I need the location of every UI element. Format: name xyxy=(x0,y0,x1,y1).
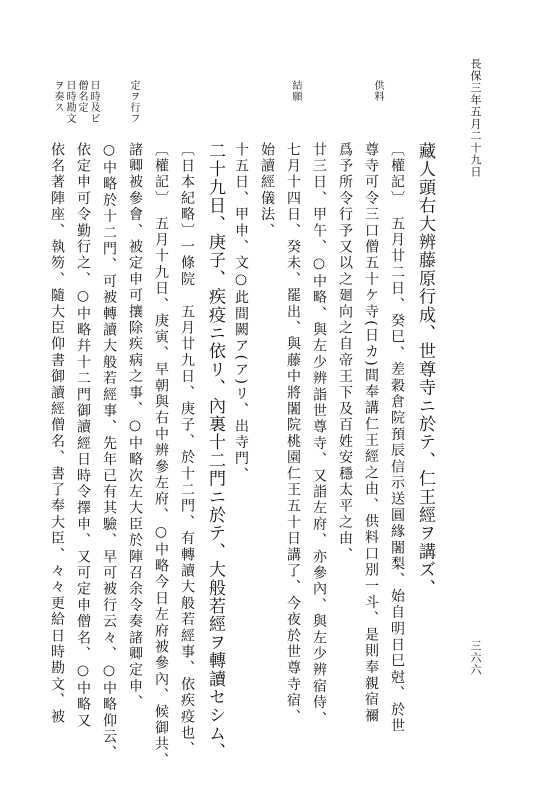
margin-gloss: 日時勘文 xyxy=(64,80,75,124)
text-line: 始讀經儀法、 xyxy=(259,142,275,240)
running-head: 長保三年五月二十九日 xyxy=(469,58,482,178)
text-line: ○中略於十二門、可被轉讀大般若經事、先年已有其驗、早可被行云々、○中略仰云、 xyxy=(101,142,117,762)
text-line: 〔日本紀略〕一條院 五月廿九日、庚子、於十二門、有轉讀大般若經事、依疾疫也、 xyxy=(179,142,195,758)
page-number: 三六六 xyxy=(469,640,482,676)
text-line: 〔權記〕 五月十九日、庚寅、早朝與右中辨參左府、○中略今日左府被參內、候御共、 xyxy=(153,142,169,769)
text-line: 二十九日、庚子、疾疫ニ依リ、內裏十二門ニ於テ、大般若經ヲ轉讀セシム、 xyxy=(205,142,225,761)
text-line: 藏人頭右大辨藤原行成、世尊寺ニ於テ、仁王經ヲ講ズ、 xyxy=(415,142,435,597)
text-line: 依名著陣座、執笏、隨大臣仰書御讀經僧名、書了奉大臣、々々更給日時勘文、被 xyxy=(49,142,65,726)
margin-gloss: 日時及ビ xyxy=(88,80,99,124)
margin-gloss: 僧名定 xyxy=(76,80,87,113)
text-line: 十五日、甲申、文○此間闕ア(ア)リ、出寺門、 xyxy=(233,142,249,484)
margin-gloss: 供料 xyxy=(372,80,383,102)
text-line: 爲予所令行予又以之廻向之自帝王下及百姓安穩太平之由、 xyxy=(337,142,353,564)
margin-gloss: 定ヲ行フ xyxy=(128,80,139,124)
text-line: 諸卿被參會、被定申可攘除疾病之事、○中略次左大臣於陣召余令奏諸卿定申、 xyxy=(127,142,143,711)
text-line: 依定申可令勤行之、○中略幷十二門御讀經日時令擇申、又可定申僧名、○中略又 xyxy=(75,142,91,730)
text-line: 七月十四日、癸未、罷出、與藤中將闍院桃園仁王五十日講了、今夜於世尊寺宿、 xyxy=(285,142,301,726)
text-line: 〔權記〕 五月廿二日、癸巳、差穀倉院預辰信示送圓緣闍梨、始自明日巳尅、於世 xyxy=(389,142,405,735)
text-line: 尊寺可令三口僧五十ケ寺(日カ)間奉講仁王經之由、供料口別一斗、是則奉親宿禰 xyxy=(363,142,379,725)
margin-gloss: ヲ奏ス xyxy=(52,80,63,113)
margin-gloss: 結願 xyxy=(290,80,301,102)
text-line: 廿三日、甲午、○中略、與左少辨詣世尊寺、又詣左府、亦參內、與左少辨宿侍、 xyxy=(311,142,327,728)
